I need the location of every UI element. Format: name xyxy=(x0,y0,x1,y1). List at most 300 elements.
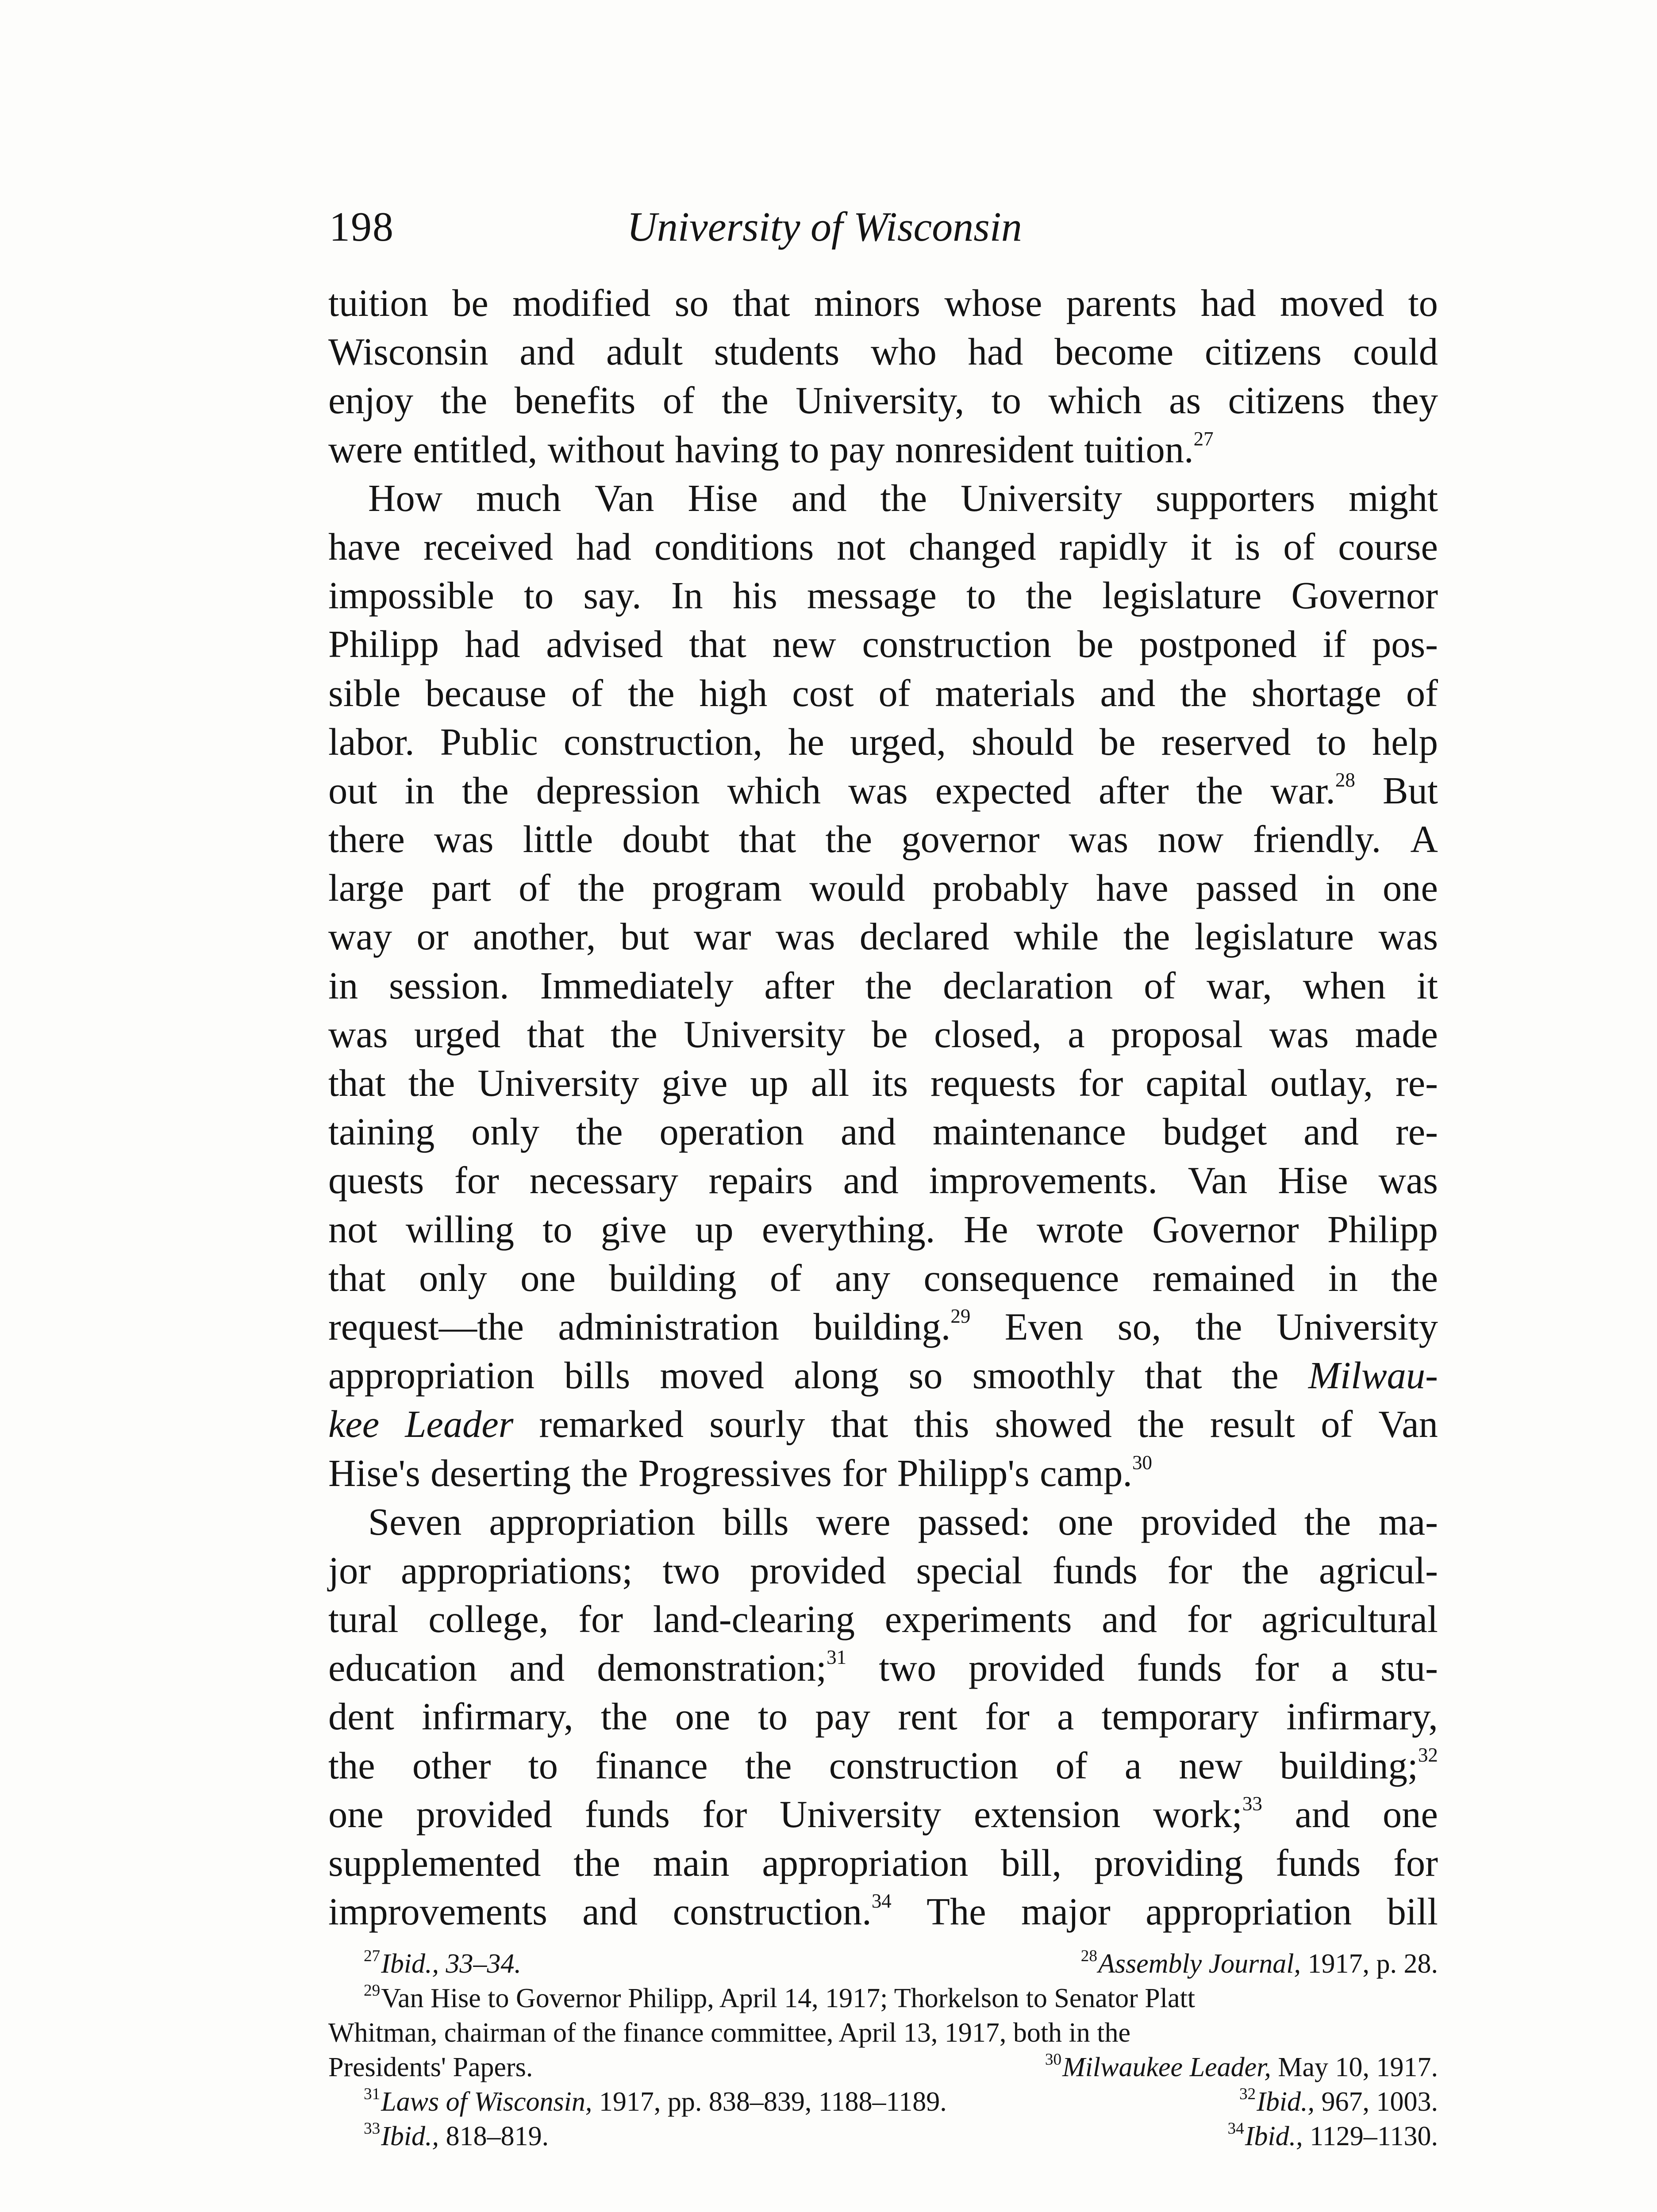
word: received xyxy=(423,525,554,568)
word: that xyxy=(328,1256,386,1299)
word: this xyxy=(914,1403,969,1446)
word: for xyxy=(702,1793,747,1836)
word: wrote xyxy=(1036,1208,1124,1251)
word: the xyxy=(865,964,912,1007)
word: of xyxy=(1055,1744,1088,1787)
word: But xyxy=(1382,769,1438,812)
word: any xyxy=(835,1256,891,1299)
word: without xyxy=(547,428,665,471)
word: legislature xyxy=(1102,574,1262,617)
word: providing xyxy=(1094,1842,1243,1884)
word: because xyxy=(425,672,547,714)
word: might xyxy=(1349,476,1438,519)
text-line xyxy=(328,571,1438,620)
word: sible xyxy=(328,672,401,714)
text-line xyxy=(328,1059,1438,1107)
word: and xyxy=(582,1890,638,1933)
word: bills xyxy=(723,1500,789,1543)
word: infirmary, xyxy=(422,1695,573,1738)
word: passed: xyxy=(918,1500,1031,1543)
word: main xyxy=(653,1842,730,1884)
word: and xyxy=(1295,1793,1350,1836)
word: and xyxy=(509,1647,565,1690)
word: funds xyxy=(1276,1842,1361,1884)
word: extension xyxy=(973,1793,1121,1836)
word: he xyxy=(788,720,824,763)
word: Hise xyxy=(688,476,758,519)
word: infirmary, xyxy=(1286,1695,1438,1738)
word: shortage xyxy=(1251,672,1381,714)
word: war.$^{28}$ xyxy=(1270,768,1355,812)
word: bills xyxy=(564,1354,631,1397)
word: tuition xyxy=(328,282,428,324)
word: friendly. xyxy=(1253,818,1381,861)
text-line xyxy=(328,327,1438,376)
word: pay xyxy=(829,428,885,471)
word: Philipp xyxy=(1327,1208,1438,1251)
word: moved xyxy=(1280,282,1384,324)
word: education xyxy=(328,1647,477,1690)
word: Milwau- xyxy=(1308,1354,1438,1397)
word: there xyxy=(328,818,405,861)
word: other xyxy=(412,1744,491,1787)
word: Leader xyxy=(405,1403,514,1446)
word: a xyxy=(1124,1744,1142,1787)
word: and xyxy=(791,476,847,519)
word: outlay, xyxy=(1270,1062,1373,1104)
text-line xyxy=(328,1546,1438,1595)
word: provided xyxy=(750,1549,886,1592)
word: construction xyxy=(862,623,1052,666)
word: be xyxy=(1077,623,1114,666)
word: of xyxy=(1406,672,1438,714)
footnote-ref: 34 xyxy=(871,1889,892,1912)
word: stu- xyxy=(1380,1647,1438,1690)
word: for xyxy=(1187,1598,1232,1641)
word: the xyxy=(440,379,488,422)
word: it xyxy=(1190,525,1212,568)
word: a xyxy=(1068,1013,1085,1056)
footnote-ref: 28 xyxy=(1335,768,1355,791)
word: capital xyxy=(1146,1062,1248,1104)
word: provided xyxy=(1141,1500,1277,1543)
footnote-34: $^{34}$Ibid., 1129–1130. xyxy=(1227,2119,1438,2151)
word: building;$^{32}$ xyxy=(1280,1743,1438,1787)
word: construction.$^{34}$ xyxy=(673,1889,892,1933)
word: declared xyxy=(859,915,989,958)
word: up xyxy=(750,1062,788,1104)
word: in xyxy=(328,964,358,1007)
word: Philipp's xyxy=(897,1452,1030,1494)
text-line xyxy=(328,864,1438,912)
word: be xyxy=(452,282,488,324)
word: smoothly xyxy=(972,1354,1115,1397)
word: to xyxy=(789,428,819,471)
word: necessary xyxy=(529,1159,678,1202)
text-line xyxy=(328,376,1438,425)
word: proposal xyxy=(1111,1013,1243,1056)
word: deserting xyxy=(431,1452,571,1494)
text-line xyxy=(328,1400,1438,1448)
word: land-clearing xyxy=(653,1598,855,1641)
word: another, xyxy=(473,915,596,958)
word: for xyxy=(578,1598,623,1641)
word: war, xyxy=(1207,964,1272,1007)
word: have xyxy=(328,525,401,568)
word: not xyxy=(837,525,886,568)
word: the xyxy=(408,1062,455,1104)
word: depression xyxy=(536,769,700,812)
word: only xyxy=(471,1110,539,1153)
text-line xyxy=(328,961,1438,1010)
word: the xyxy=(1242,1549,1289,1592)
word: construction, xyxy=(563,720,763,763)
word: to xyxy=(757,1695,788,1738)
word: the xyxy=(611,1013,657,1056)
word: its xyxy=(872,1062,908,1104)
word: of xyxy=(662,379,695,422)
word: funds xyxy=(584,1793,670,1836)
word: for xyxy=(454,1159,499,1202)
word: say. xyxy=(583,574,642,617)
word: message xyxy=(807,574,937,617)
word: modified xyxy=(512,282,651,324)
word: everything. xyxy=(761,1208,935,1251)
word: much xyxy=(476,476,561,519)
word: after xyxy=(1099,769,1169,812)
word: probably xyxy=(932,867,1069,910)
word: part xyxy=(431,867,491,910)
word: In xyxy=(671,574,703,617)
word: budget xyxy=(1162,1110,1267,1153)
word: bill xyxy=(1387,1890,1438,1933)
footnote-ref: 32 xyxy=(1418,1743,1438,1766)
word: the xyxy=(880,476,927,519)
word: administration xyxy=(558,1305,780,1348)
word: Van xyxy=(1188,1159,1248,1202)
word: the xyxy=(328,1744,375,1787)
word: that xyxy=(830,1403,888,1446)
word: were xyxy=(328,428,403,471)
footnote-ref: 27 xyxy=(1193,427,1214,450)
text-line xyxy=(328,669,1438,718)
word: as xyxy=(1169,379,1201,422)
word: give xyxy=(661,1062,728,1104)
word: operation xyxy=(659,1110,804,1153)
word: requests xyxy=(930,1062,1056,1104)
word: building.$^{29}$ xyxy=(813,1305,971,1348)
word: cost xyxy=(792,672,854,714)
footnote-ref: 31 xyxy=(827,1646,847,1669)
text-line xyxy=(328,766,1438,815)
word: of xyxy=(1283,525,1315,568)
word: in xyxy=(1325,867,1355,910)
word: and xyxy=(841,1110,896,1153)
word: if xyxy=(1323,623,1346,666)
word: appropriation xyxy=(489,1500,696,1543)
text-line xyxy=(328,1156,1438,1205)
word: camp.$^{30}$ xyxy=(1040,1451,1152,1494)
word: passed xyxy=(1196,867,1298,910)
word: sourly xyxy=(709,1403,805,1446)
word: give xyxy=(600,1208,667,1251)
word: changed xyxy=(908,525,1036,568)
word: course xyxy=(1338,525,1438,568)
footnote-27: $^{27}$Ibid., 33–34. xyxy=(364,1947,522,1979)
word: the xyxy=(1195,1305,1242,1348)
word: to xyxy=(528,1744,558,1787)
word: along xyxy=(794,1354,879,1397)
word: or xyxy=(416,915,449,958)
word: Hise xyxy=(1278,1159,1348,1202)
text-line xyxy=(328,1790,1438,1839)
word: was xyxy=(1069,818,1129,861)
word: University, xyxy=(796,379,965,422)
word: that xyxy=(689,623,746,666)
word: adult xyxy=(606,330,683,373)
word: that xyxy=(328,1062,386,1104)
word: now xyxy=(1157,818,1224,861)
word: special xyxy=(916,1549,1023,1592)
word: only xyxy=(419,1256,487,1299)
footnote-29: $^{29}$Van Hise to Governor Philipp, April 14, 1917; Thorkelson to Senator Platt xyxy=(364,1981,1195,2013)
word: the xyxy=(1138,1403,1184,1446)
text-line xyxy=(328,1741,1438,1790)
word: who xyxy=(870,330,937,373)
word: the xyxy=(1123,915,1170,958)
word: had xyxy=(576,525,631,568)
word: Public xyxy=(440,720,538,763)
word: urged xyxy=(414,1013,501,1056)
text-line xyxy=(328,718,1438,766)
word: the xyxy=(461,769,509,812)
text-line xyxy=(328,1595,1438,1644)
text-line xyxy=(328,1644,1438,1692)
word: benefits xyxy=(514,379,636,422)
word: when xyxy=(1303,964,1386,1007)
word: enjoy xyxy=(328,379,414,422)
word: having xyxy=(675,428,779,471)
word: the xyxy=(573,1842,620,1884)
word: re- xyxy=(1395,1062,1438,1104)
word: funds xyxy=(1052,1549,1138,1592)
word: session. xyxy=(389,964,509,1007)
word: jor xyxy=(328,1549,371,1592)
word: quests xyxy=(328,1159,424,1202)
word: the xyxy=(627,672,675,714)
word: students xyxy=(714,330,840,373)
word: rent xyxy=(898,1695,957,1738)
footnotes xyxy=(328,1947,1438,2154)
word: of xyxy=(571,672,604,714)
word: Van xyxy=(1378,1403,1438,1446)
word: all xyxy=(811,1062,850,1104)
text-line xyxy=(328,620,1438,668)
word: and xyxy=(519,330,575,373)
running-title: University of Wisconsin xyxy=(627,204,1022,250)
word: moved xyxy=(660,1354,764,1397)
word: the xyxy=(600,1695,648,1738)
word: work;$^{33}$ xyxy=(1153,1792,1262,1836)
text-line xyxy=(328,1205,1438,1254)
word: Philipp xyxy=(328,623,439,666)
text-line xyxy=(328,1107,1438,1156)
word: materials xyxy=(935,672,1076,714)
word: little xyxy=(523,818,593,861)
word: was xyxy=(775,915,835,958)
body-text xyxy=(328,279,1438,1936)
word: tuition.$^{27}$ xyxy=(1084,427,1214,471)
word: University xyxy=(684,1013,846,1056)
page-number: 198 xyxy=(329,204,394,250)
footnote-row xyxy=(328,2050,1438,2085)
word: remarked xyxy=(539,1403,684,1446)
word: have xyxy=(1096,867,1169,910)
word: his xyxy=(732,574,777,617)
word: citizens xyxy=(1204,330,1322,373)
footnote-32: $^{32}$Ibid., 967, 1003. xyxy=(1239,2085,1438,2117)
word: to xyxy=(1316,720,1346,763)
word: The xyxy=(927,1890,986,1933)
word: whose xyxy=(944,282,1042,324)
word: He xyxy=(963,1208,1008,1251)
text-line xyxy=(328,425,1438,474)
word: but xyxy=(620,915,669,958)
word: one xyxy=(1383,1793,1438,1836)
text-line xyxy=(328,815,1438,864)
word: re- xyxy=(1395,1110,1438,1153)
word: which xyxy=(727,769,821,812)
word: while xyxy=(1014,915,1099,958)
word: not xyxy=(328,1208,377,1251)
text-line xyxy=(328,912,1438,961)
word: parents xyxy=(1066,282,1177,324)
word: building xyxy=(609,1256,737,1299)
word: after xyxy=(764,964,834,1007)
word: that xyxy=(1144,1354,1202,1397)
word: so xyxy=(908,1354,943,1397)
word: was xyxy=(434,818,494,861)
word: construction xyxy=(829,1744,1019,1787)
word: that xyxy=(732,282,790,324)
word: legislature xyxy=(1194,915,1354,958)
word: appropriations; xyxy=(400,1549,633,1592)
word: University xyxy=(1276,1305,1438,1348)
word: major xyxy=(1021,1890,1111,1933)
word: the xyxy=(1304,1500,1351,1543)
word: University xyxy=(960,476,1123,519)
word: pay xyxy=(815,1695,871,1738)
word: labor. xyxy=(328,720,415,763)
word: for xyxy=(984,1695,1030,1738)
word: Immediately xyxy=(540,964,734,1007)
word: large xyxy=(328,867,404,910)
word: of xyxy=(1144,964,1176,1007)
word: maintenance xyxy=(932,1110,1126,1153)
word: had xyxy=(465,623,520,666)
word: was xyxy=(1378,915,1438,958)
word: the xyxy=(1180,672,1227,714)
word: so, xyxy=(1117,1305,1161,1348)
word: one xyxy=(328,1793,384,1836)
word: Progressives xyxy=(638,1452,832,1494)
word: governor xyxy=(901,818,1040,861)
word: pos- xyxy=(1372,623,1438,666)
text-line xyxy=(328,1302,1438,1351)
text-line xyxy=(328,1887,1438,1936)
word: the xyxy=(1391,1256,1438,1299)
word: nonresident xyxy=(895,428,1074,471)
word: the xyxy=(1231,1354,1279,1397)
text-line xyxy=(328,1692,1438,1741)
word: was xyxy=(328,1013,388,1056)
word: tural xyxy=(328,1598,399,1641)
word: the xyxy=(745,1744,792,1787)
word: provided xyxy=(968,1647,1105,1690)
word: for xyxy=(842,1452,887,1494)
text-line xyxy=(328,1351,1438,1400)
word: which xyxy=(1048,379,1142,422)
footnote-row xyxy=(328,2016,1438,2050)
word: advised xyxy=(546,623,663,666)
word: had xyxy=(968,330,1023,373)
word: impossible xyxy=(328,574,494,617)
word: Governor xyxy=(1291,574,1438,617)
text-line xyxy=(328,522,1438,571)
word: request—the xyxy=(328,1305,524,1348)
word: and xyxy=(1100,672,1156,714)
word: the xyxy=(578,867,625,910)
word: dent xyxy=(328,1695,394,1738)
word: of xyxy=(519,867,551,910)
word: to xyxy=(523,574,554,617)
word: urged, xyxy=(850,720,946,763)
word: was xyxy=(1269,1013,1329,1056)
word: and xyxy=(843,1159,899,1202)
text-line xyxy=(328,474,1438,522)
word: was xyxy=(1378,1159,1438,1202)
word: new xyxy=(772,623,836,666)
word: kee xyxy=(328,1403,380,1446)
word: war xyxy=(693,915,751,958)
word: improvements. xyxy=(929,1159,1157,1202)
word: temporary xyxy=(1101,1695,1259,1738)
word: to xyxy=(991,379,1021,422)
footnote-29-cont: Whitman, chairman of the finance committee, April 13, 1917, both in the xyxy=(328,2018,1131,2048)
word: one xyxy=(520,1256,576,1299)
word: in xyxy=(1328,1256,1358,1299)
word: could xyxy=(1353,330,1438,373)
word: willing xyxy=(405,1208,514,1251)
word: of xyxy=(878,672,911,714)
word: taining xyxy=(328,1110,435,1153)
text-line xyxy=(328,1498,1438,1546)
word: and xyxy=(1102,1598,1157,1641)
word: minors xyxy=(814,282,921,324)
word: that xyxy=(738,818,796,861)
word: become xyxy=(1054,330,1174,373)
word: two xyxy=(662,1549,720,1592)
word: high xyxy=(699,672,768,714)
word: appropriation xyxy=(328,1354,534,1397)
word: entitled, xyxy=(413,428,538,471)
footnote-row xyxy=(328,2085,1438,2119)
word: for xyxy=(1393,1842,1438,1884)
word: improvements xyxy=(328,1890,547,1933)
word: to xyxy=(542,1208,573,1251)
word: program xyxy=(652,867,782,910)
word: Wisconsin xyxy=(328,330,488,373)
